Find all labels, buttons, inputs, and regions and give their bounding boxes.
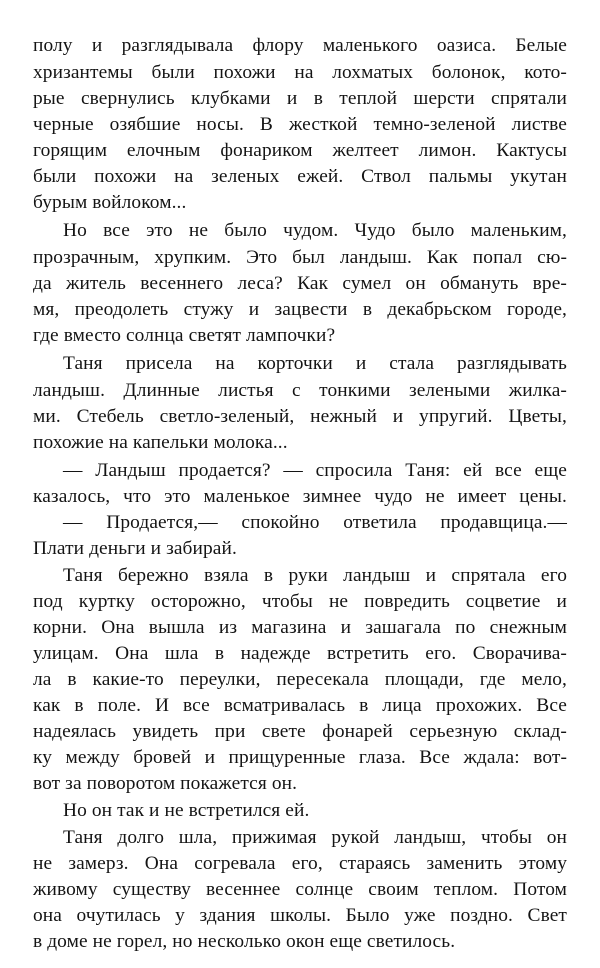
text-line: она очутилась у здания школы. Было уже поздно. Свет xyxy=(33,905,567,926)
text-line: горящим елочным фонариком желтеет лимон. Кактусы xyxy=(33,140,567,161)
text-line: в доме не горел, но несколько окон еще светилось. xyxy=(33,931,456,952)
text-line: казалось, что это маленькое зимнее чудо не имеет цены. xyxy=(33,486,567,507)
text-line: рые свернулись клубками и в теплой шерсти спрятали xyxy=(33,88,567,109)
text-line: вот за поворотом покажется он. xyxy=(33,773,298,794)
text-line: Но он так и не встретился ей. xyxy=(63,800,310,821)
text-line: бурым войлоком... xyxy=(33,192,187,213)
text-line: да житель весеннего леса? Как сумел он обмануть вре- xyxy=(33,273,567,294)
text-line: хризантемы были похожи на лохматых болонок, кото- xyxy=(33,62,567,83)
text-line: черные озябшие носы. В жесткой темно-зеленой листве xyxy=(33,114,567,135)
text-line: Таня бережно взяла в руки ландыш и спрятала его xyxy=(63,565,567,586)
text-line: — Ландыш продается? — спросила Таня: ей все еще xyxy=(63,460,567,481)
text-line: где вместо солнца светят лампочки? xyxy=(33,325,336,346)
text-line: ла в какие-то переулки, пересекала площади, где мело, xyxy=(33,669,567,690)
text-line: прозрачным, хрупким. Это был ландыш. Как попал сю- xyxy=(33,247,567,268)
text-line: улицам. Она шла в надежде встретить его. Сворачива- xyxy=(33,643,567,664)
text-line: не замерз. Она согревала его, стараясь заменить этому xyxy=(33,853,567,874)
text-line: надеялась увидеть при свете фонарей серьезную склад- xyxy=(33,721,567,742)
text-line: были похожи на зеленых ежей. Ствол пальмы укутан xyxy=(33,166,567,187)
text-line: ку между бровей и прищуренные глаза. Все ждала: вот- xyxy=(33,747,567,768)
text-line: Таня долго шла, прижимая рукой ландыш, чтобы он xyxy=(63,827,567,848)
text-line: как в поле. И все всматривалась в лица прохожих. Все xyxy=(33,695,567,716)
text-line: Таня присела на корточки и стала разглядывать xyxy=(63,353,567,374)
text-line: Плати деньги и забирай. xyxy=(33,538,237,559)
text-line: корни. Она вышла из магазина и зашагала по снежным xyxy=(33,617,567,638)
text-line: — Продается,— спокойно ответила продавщица.— xyxy=(63,512,567,533)
text-line: ландыш. Длинные листья с тонкими зелеными жилка- xyxy=(33,380,567,401)
text-line: под куртку осторожно, чтобы не повредить соцветие и xyxy=(33,591,567,612)
text-line: полу и разглядывала флору маленького оазиса. Белые xyxy=(33,35,567,56)
text-line: Но все это не было чудом. Чудо было маленьким, xyxy=(63,220,567,241)
text-line: ми. Стебель светло-зеленый, нежный и упругий. Цветы, xyxy=(33,406,567,427)
text-line: живому существу весеннее солнце своим теплом. Потом xyxy=(33,879,567,900)
text-line: мя, преодолеть стужу и зацвести в декабрьском городе, xyxy=(33,299,567,320)
text-line: похожие на капельки молока... xyxy=(33,432,288,453)
